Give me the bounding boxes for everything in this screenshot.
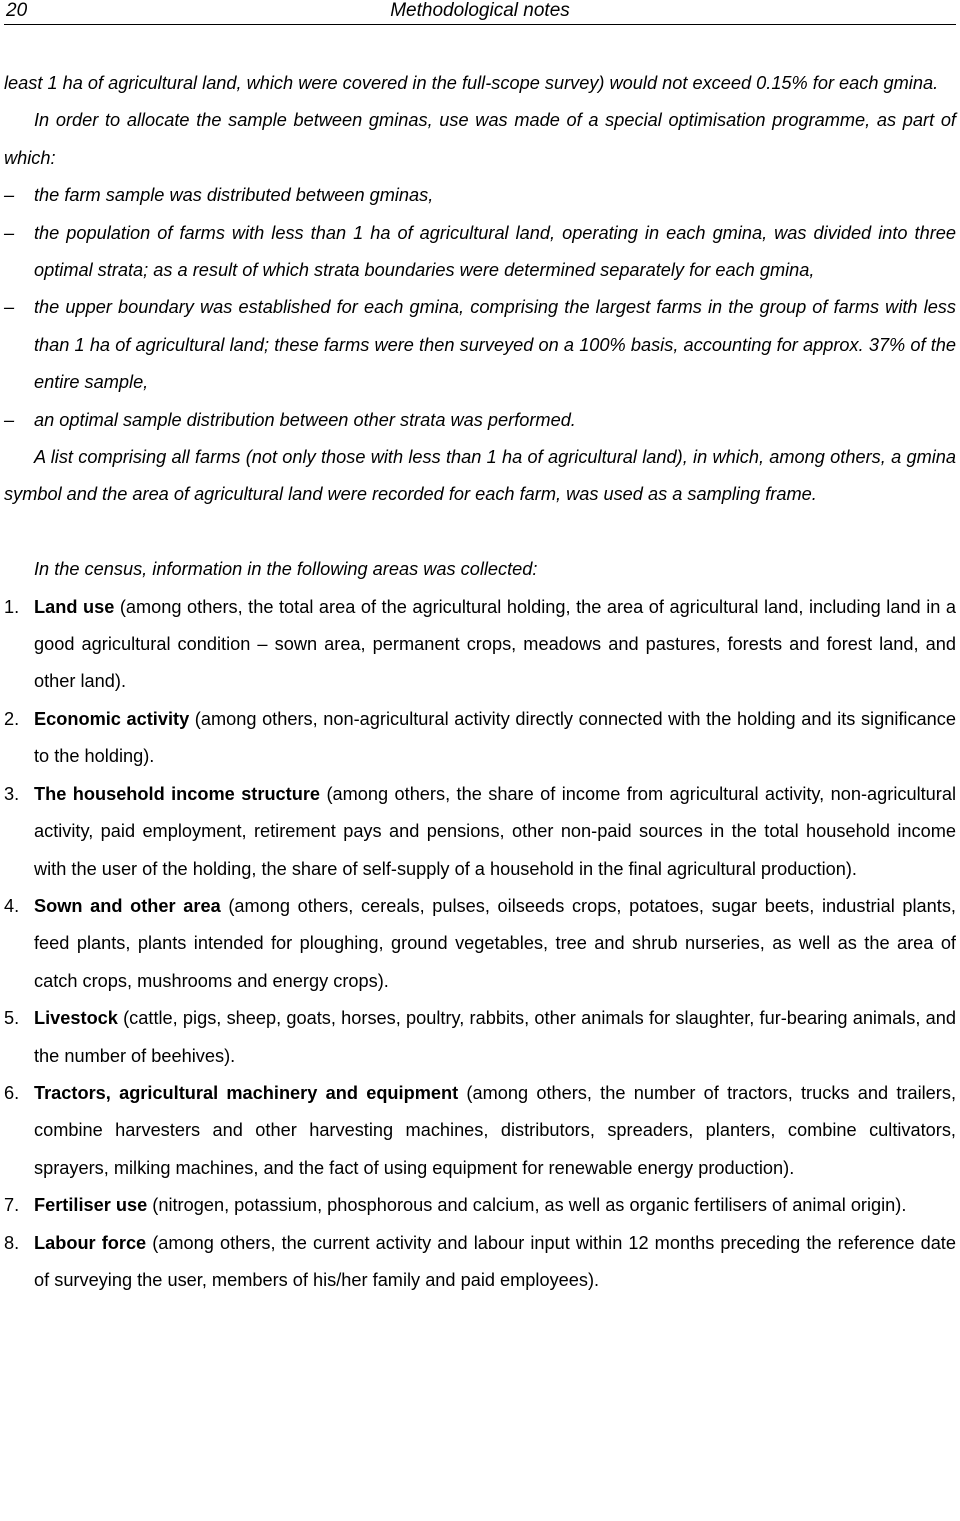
census-item bbox=[4, 1000, 956, 1075]
dash-bullet: – bbox=[4, 409, 15, 430]
census-item bbox=[4, 888, 956, 1000]
item-term: Labour force bbox=[34, 1232, 147, 1253]
item-description: (nitrogen, potassium, phosphorous and calcium, as well as organic fertilisers of animal origin). bbox=[147, 1195, 907, 1216]
dash-list-item bbox=[4, 215, 956, 290]
allocation-paragraph: In order to allocate the sample between gminas, use was made of a special optimisation programme, as part of which: bbox=[4, 110, 956, 168]
item-number: 8. bbox=[4, 1232, 20, 1253]
item-description: (among others, the number of tractors, trucks and trailers, combine harvesters and other harvesting machines, distributors, spreaders, planters, combine cultivators, sprayers, milking machines, and the fact of using equipment for renewable energy production). bbox=[34, 1082, 956, 1178]
item-term: The household income structure bbox=[34, 783, 321, 804]
item-description: (among others, cereals, pulses, oilseeds crops, potatoes, sugar beets, industrial plants, feed plants, plants intended for ploughing, ground vegetables, tree and shrub nurseries, as well as the area of catch crops, mushrooms and energy crops). bbox=[34, 895, 956, 991]
item-number: 4. bbox=[4, 895, 20, 916]
item-description: (among others, the total area of the agricultural holding, the area of agricultural land, including land in a good agricultural condition – sown area, permanent crops, meadows and pastures, forests and forest land, and other land). bbox=[34, 596, 956, 692]
dash-item-text: the farm sample was distributed between gminas, bbox=[34, 185, 434, 206]
dash-bullet: – bbox=[4, 222, 15, 243]
page-number: 20 bbox=[6, 0, 28, 21]
dash-item-text: an optimal sample distribution between other strata was performed. bbox=[34, 409, 576, 430]
dash-item-text: the population of farms with less than 1 ha of agricultural land, operating in each gmina, was divided into three optimal strata; as a result of which strata boundaries were determined separately for each gmina, bbox=[34, 222, 956, 281]
dash-list-item bbox=[4, 177, 956, 214]
item-description: (among others, the share of income from agricultural activity, non-agricultural activity, paid employment, retirement pays and pensions, other non-paid sources in the total household income with the user of the holding, the share of self-supply of a household in the final agricultural production). bbox=[34, 783, 956, 879]
item-term: Economic activity bbox=[34, 708, 190, 729]
census-item bbox=[4, 701, 956, 776]
dash-bullet: – bbox=[4, 297, 15, 318]
item-number: 2. bbox=[4, 708, 20, 729]
census-item bbox=[4, 1187, 956, 1224]
page-body bbox=[4, 65, 956, 1299]
item-number: 6. bbox=[4, 1082, 20, 1103]
item-term: Fertiliser use bbox=[34, 1195, 148, 1216]
sampling-frame-paragraph: A list comprising all farms (not only those with less than 1 ha of agricultural land), in which, among others, a gmina symbol and the area of agricultural land were recorded for each farm, was used as a sampling frame. bbox=[4, 447, 956, 505]
dash-list-item bbox=[4, 402, 956, 439]
item-term: Sown and other area bbox=[34, 895, 221, 916]
census-item bbox=[4, 589, 956, 701]
census-lead-paragraph: In the census, information in the following areas was collected: bbox=[34, 559, 538, 580]
page-header bbox=[4, 0, 956, 25]
census-item bbox=[4, 776, 956, 888]
census-item bbox=[4, 1075, 956, 1187]
item-term: Land use bbox=[34, 596, 115, 617]
item-description: (cattle, pigs, sheep, goats, horses, poultry, rabbits, other animals for slaughter, fur-bearing animals, and the number of beehives). bbox=[34, 1008, 956, 1066]
dash-bullet: – bbox=[4, 185, 15, 206]
item-number: 7. bbox=[4, 1195, 20, 1216]
item-number: 3. bbox=[4, 783, 20, 804]
census-item bbox=[4, 1225, 956, 1300]
item-number: 1. bbox=[4, 596, 20, 617]
item-number: 5. bbox=[4, 1008, 20, 1029]
blank-line bbox=[4, 514, 956, 551]
running-title: Methodological notes bbox=[390, 0, 570, 21]
continuation-paragraph: least 1 ha of agricultural land, which were covered in the full-scope survey) would not exceed 0.15% for each gmina. bbox=[4, 73, 939, 93]
dash-item-text: the upper boundary was established for each gmina, comprising the largest farms in the group of farms with less than 1 ha of agricultural land; these farms were then surveyed on a 100% basis, accounting for approx. 37% of the entire sample, bbox=[34, 297, 956, 393]
item-term: Livestock bbox=[34, 1008, 118, 1029]
item-description: (among others, the current activity and labour input within 12 months preceding the reference date of surveying the user, members of his/her family and paid employees). bbox=[34, 1232, 956, 1290]
item-description: (among others, non-agricultural activity directly connected with the holding and its significance to the holding). bbox=[34, 708, 956, 767]
dash-list-item bbox=[4, 289, 956, 401]
item-term: Tractors, agricultural machinery and equipment bbox=[34, 1082, 459, 1103]
